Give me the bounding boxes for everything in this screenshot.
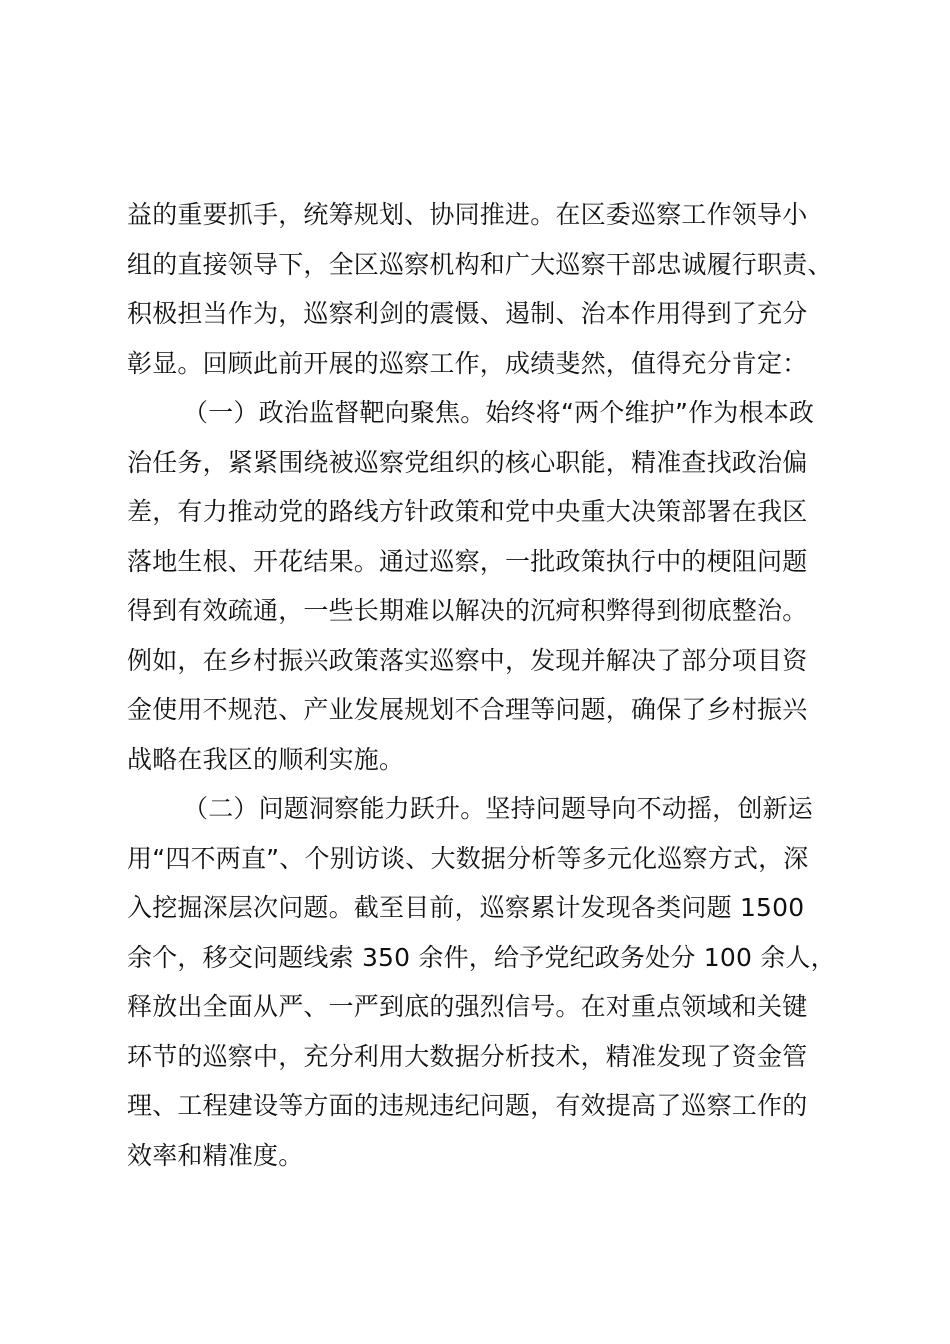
text-line: 差，有力推动党的路线方针政策和党中央重大决策部署在我区 <box>127 497 808 526</box>
text-line: 益的重要抓手，统筹规划、协同推进。在区委巡察工作领导小 <box>127 200 808 229</box>
text-line: 得到有效疏通，一些长期难以解决的沉疴积弊得到彻底整治。 <box>127 596 808 625</box>
text-line: 积极担当作为，巡察利剑的震慑、遏制、治本作用得到了充分 <box>127 299 808 328</box>
text-line: 效率和精准度。 <box>127 1140 304 1170</box>
text-line: 落地生根、开花结果。通过巡察，一批政策执行中的梗阻问题 <box>127 546 808 576</box>
text-line: 例如，在乡村振兴政策落实巡察中，发现并解决了部分项目资 <box>127 645 808 675</box>
text-line: 理、工程建设等方面的违规违纪问题，有效提高了巡察工作的 <box>127 1091 808 1120</box>
text-line: 释放出全面从严、一严到底的强烈信号。在对重点领域和关键 <box>127 992 808 1021</box>
text-line: 金使用不规范、产业发展规划不合理等问题，确保了乡村振兴 <box>127 695 808 724</box>
text-line: 战略在我区的顺利实施。 <box>127 744 405 774</box>
text-line: 彰显。回顾此前开展的巡察工作，成绩斐然，值得充分肯定： <box>127 348 808 378</box>
text-line: 治任务，紧紧围绕被巡察党组织的核心职能，精准查找政治偏 <box>127 447 808 477</box>
text-line: 组的直接领导下，全区巡察机构和广大巡察干部忠诚履行职责、 <box>127 249 833 279</box>
body-text <box>127 190 836 1180</box>
text-line: 入挖掘深层次问题。截至目前，巡察累计发现各类问题 1500 <box>127 893 805 922</box>
text-line: 环节的巡察中，充分利用大数据分析技术，精准发现了资金管 <box>127 1041 808 1071</box>
text-line: 余个，移交问题线索 350 余件，给予党纪政务处分 100 余人， <box>127 942 836 972</box>
section-heading-line: （二）问题洞察能力跃升。坚持问题导向不动摇，创新运 <box>183 794 814 823</box>
section-heading-line: （一）政治监督靶向聚焦。始终将“两个维护”作为根本政 <box>183 398 815 427</box>
text-line: 用“四不两直”、个别访谈、大数据分析等多元化巡察方式，深 <box>127 843 809 873</box>
